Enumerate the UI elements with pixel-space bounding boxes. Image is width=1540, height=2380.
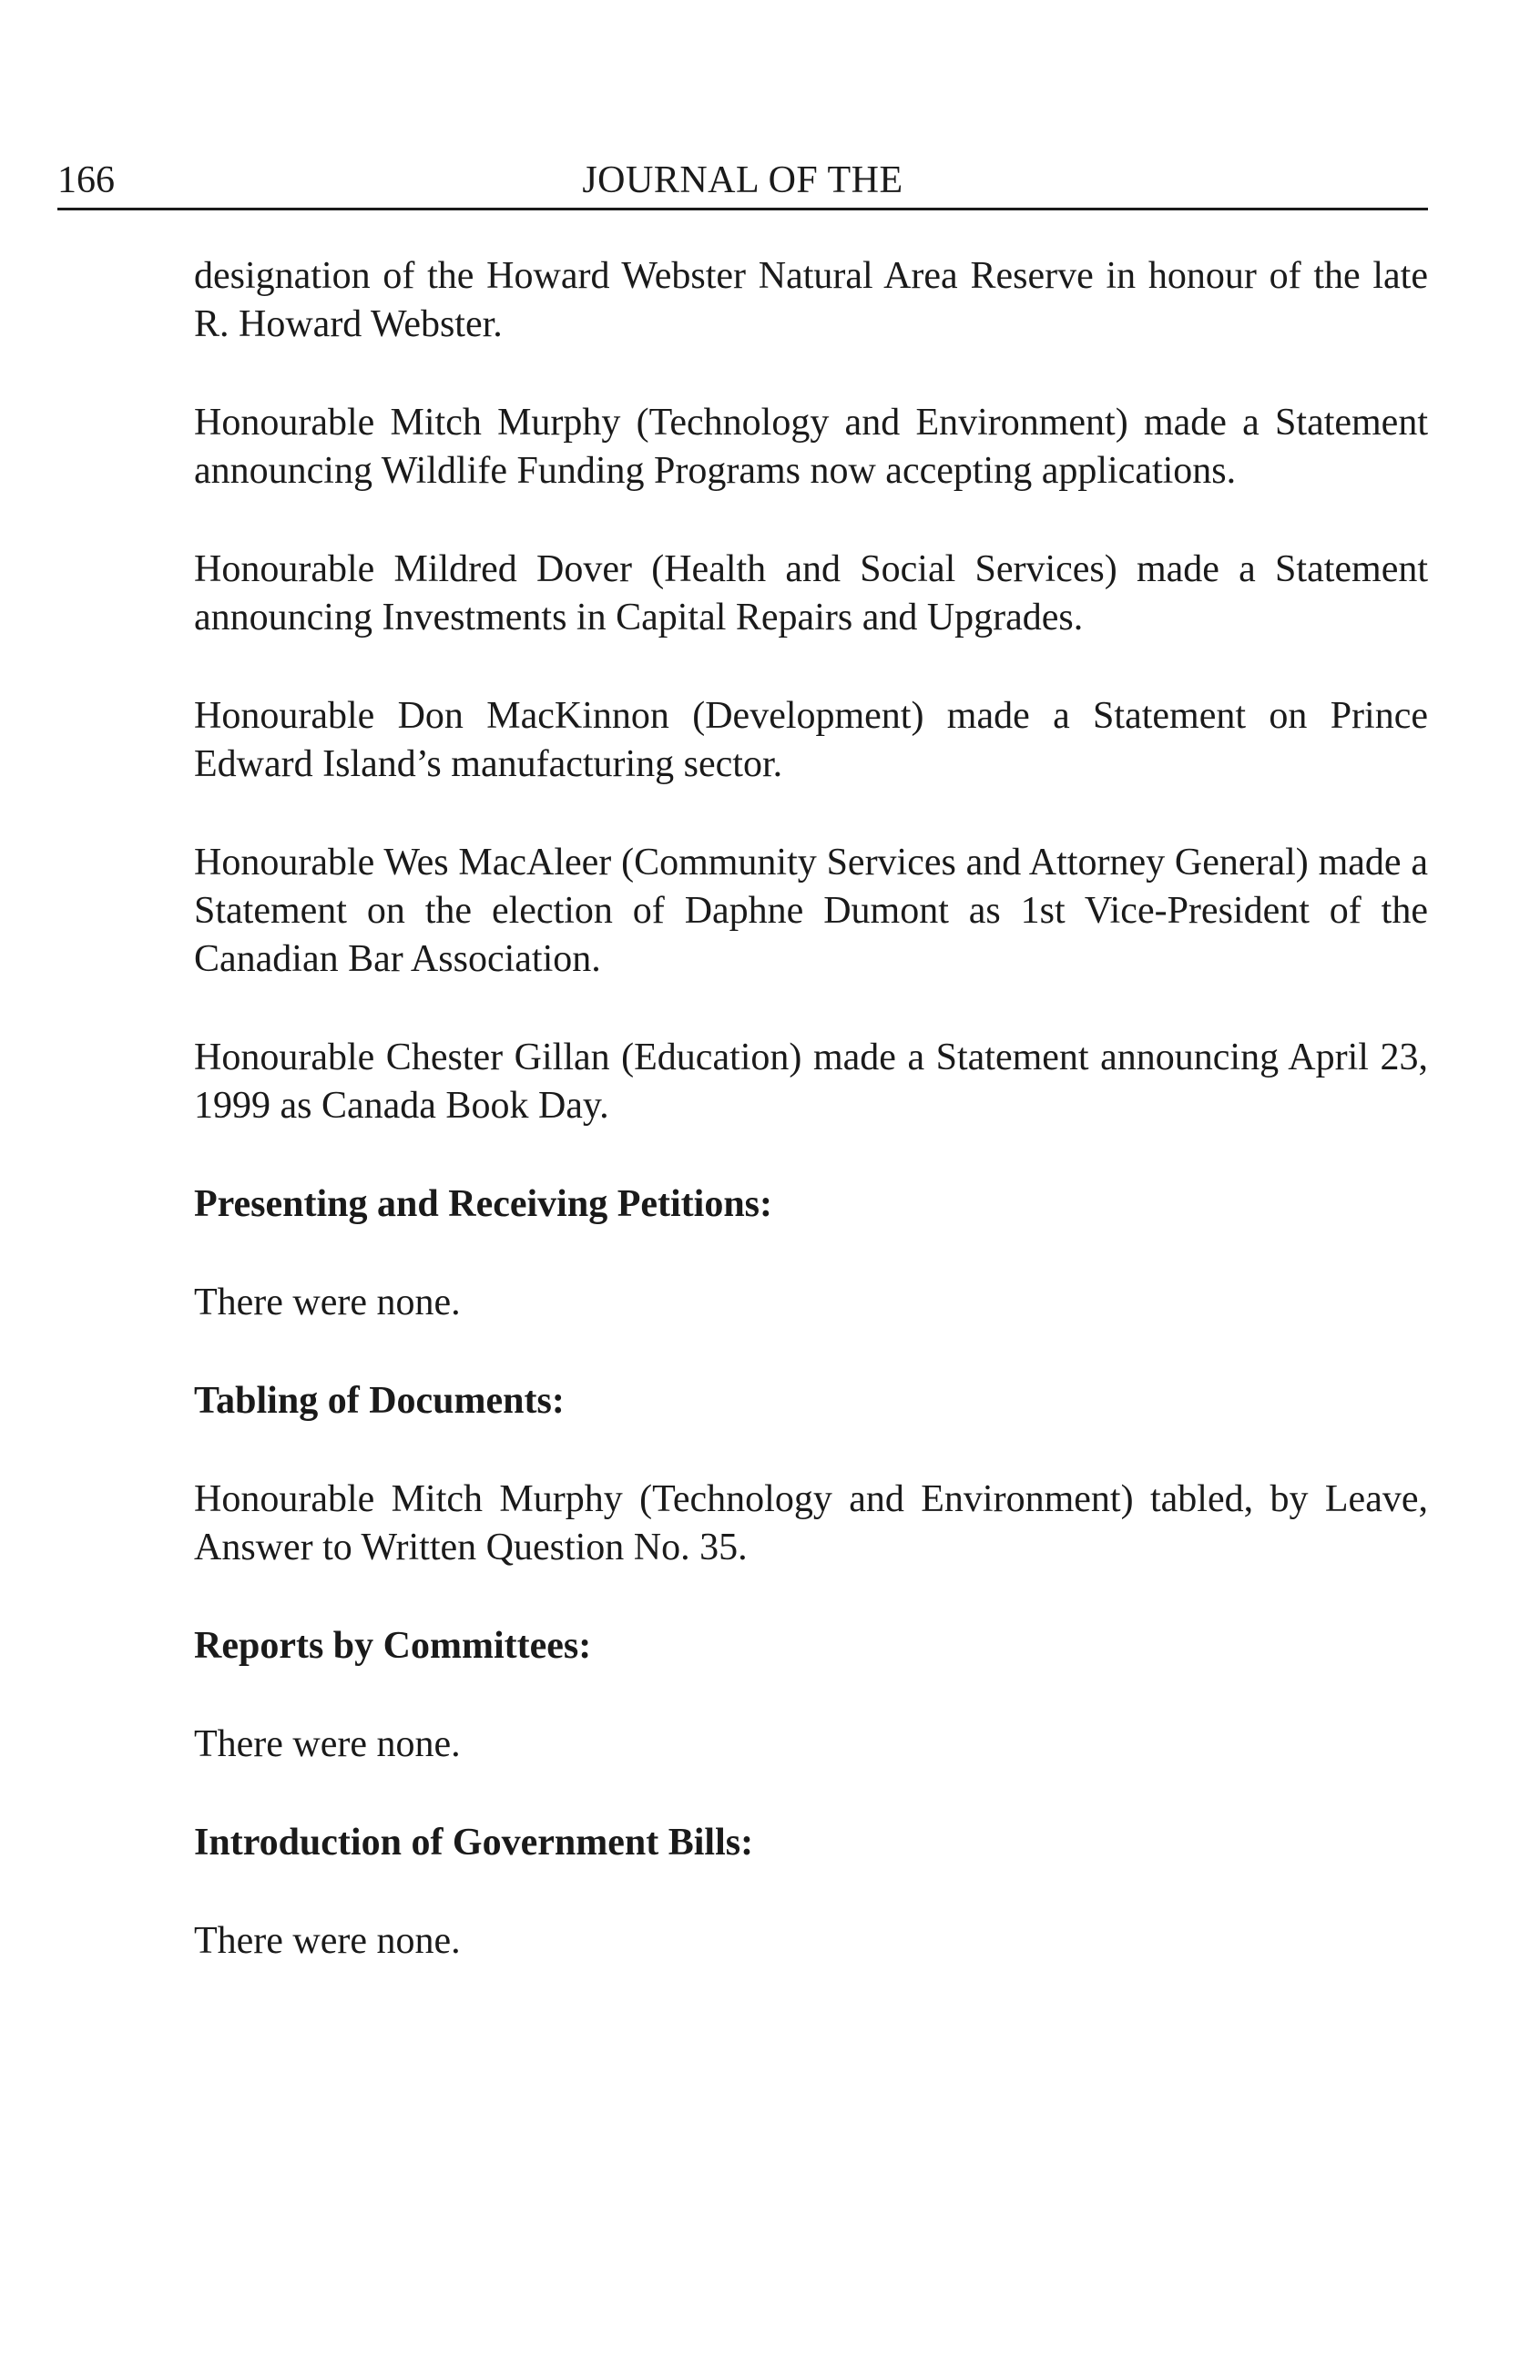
running-head: JOURNAL OF THE [582,159,903,201]
page-body [194,252,1428,2016]
paragraph-tabling-answer: Honourable Mitch Murphy (Technology and Environment) tabled, by Leave, Answer to Written Question No. 35. [194,1478,1428,1568]
paragraph-gillan-statement: Honourable Chester Gillan (Education) made a Statement announcing April 23, 1999 as Canada Book Day. [194,1037,1428,1127]
heading-government-bills: Introduction of Government Bills: [194,1822,754,1864]
page-header [57,157,1428,210]
heading-tabling-documents: Tabling of Documents: [194,1380,565,1422]
paragraph-mackinnon-statement: Honourable Don MacKinnon (Development) made a Statement on Prince Edward Island’s manufacturing sector. [194,695,1428,785]
paragraph-webster-reserve: designation of the Howard Webster Natural Area Reserve in honour of the late R. Howard Webster. [194,255,1428,345]
paragraph-macaleer-statement: Honourable Wes MacAleer (Community Services and Attorney General) made a Statement on the election of Daphne Dumont as 1st Vice-President of the Canadian Bar Association. [194,842,1428,980]
paragraph-dover-statement: Honourable Mildred Dover (Health and Social Services) made a Statement announcing Investments in Capital Repairs and Upgrades. [194,548,1428,638]
paragraph-bills-none: There were none. [194,1920,461,1962]
heading-reports-committees: Reports by Committees: [194,1625,592,1667]
paragraph-murphy-statement: Honourable Mitch Murphy (Technology and Environment) made a Statement announcing Wildlife Funding Programs now accepting applications. [194,402,1428,492]
paragraph-petitions-none: There were none. [194,1282,461,1323]
page-number: 166 [57,159,115,201]
paragraph-reports-none: There were none. [194,1723,461,1765]
heading-petitions: Presenting and Receiving Petitions: [194,1183,773,1225]
